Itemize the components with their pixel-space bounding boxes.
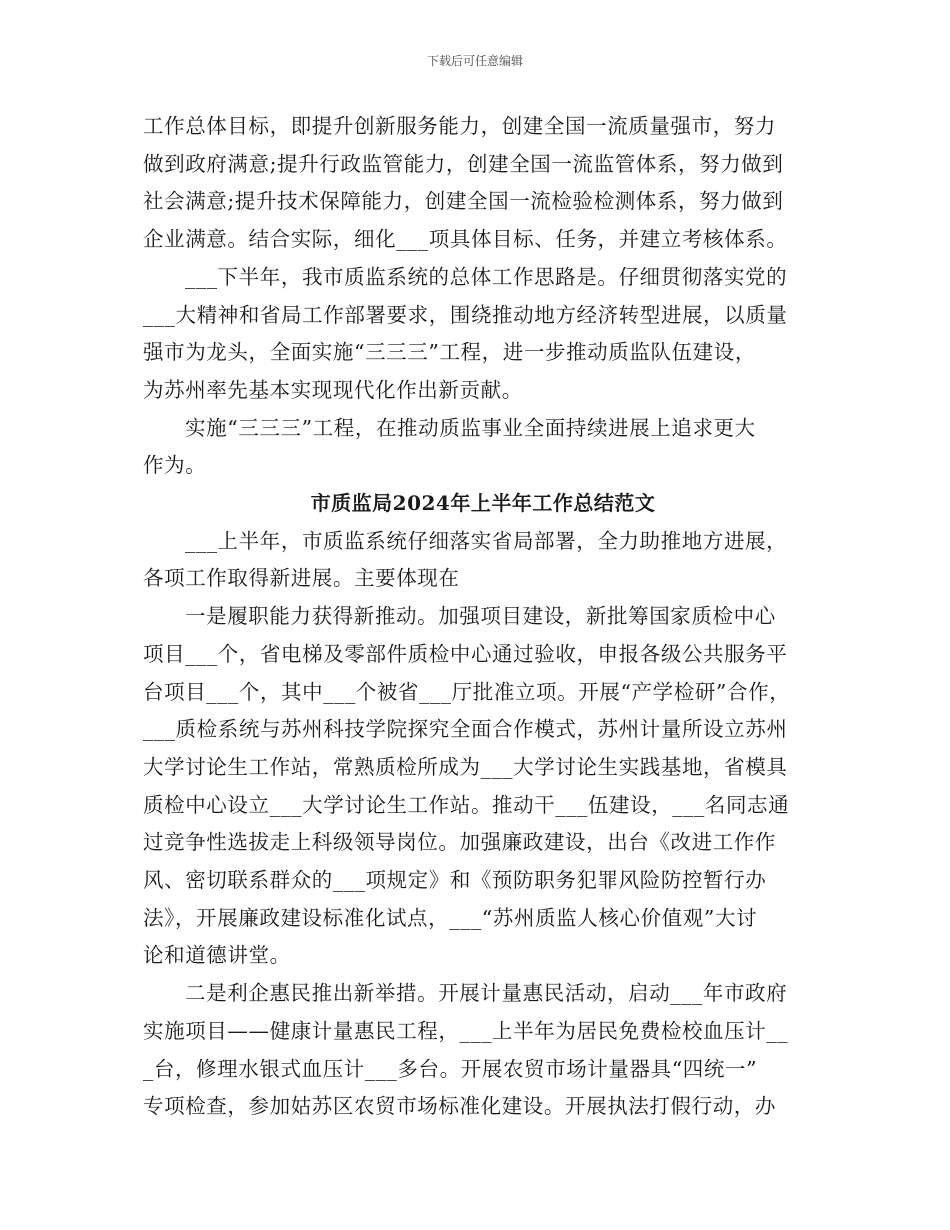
paragraph — [143, 598, 813, 975]
section-title: 市质监局2024年上半年工作总结范文 — [310, 491, 656, 516]
paragraph-line: _台，修理水银式血压计___多台。开展农贸市场计量器具“四统一” — [143, 1056, 758, 1081]
paragraph-line: 社会满意;提升技术保障能力，创建全国一流检验检测体系，努力做到 — [143, 189, 784, 214]
paragraph — [143, 523, 813, 598]
paragraph-line: 工作总体目标，即提升创新服务能力，创建全国一流质量强市，努力 — [143, 114, 776, 138]
paragraph-line: 实施项目——健康计量惠民工程，___上半年为居民免费检校血压计__ — [143, 1018, 789, 1043]
paragraph-line: 质检中心设立___大学讨论生工作站。推动干___伍建设，___名同志通 — [143, 792, 790, 817]
paragraphs-top — [143, 108, 813, 485]
paragraph-line: 各项工作取得新进展。主要体现在 — [143, 566, 460, 591]
paragraph-line: ___上半年，市质监系统仔细落实省局部署，全力助推地方进展， — [185, 528, 788, 553]
paragraph-line: 二是利企惠民推出新举措。开展计量惠民活动，启动___年市政府 — [185, 981, 788, 1006]
page-header: 下载后可任意编辑 — [426, 54, 523, 68]
paragraph — [143, 975, 813, 1126]
paragraph — [143, 259, 813, 410]
paragraph-line: 作为。 — [143, 453, 207, 478]
paragraph-line: 强市为龙头，全面实施“三三三”工程，进一步推动质监队伍建设， — [143, 340, 756, 365]
paragraph-line: 风、密切联系群众的___项规定》和《预防职务犯罪风险防控暂行办 — [143, 868, 767, 893]
paragraph-line: 过竞争性选拔走上科级领导岗位。加强廉政建设，出台《改进工作作 — [143, 830, 776, 855]
paragraph — [143, 410, 813, 485]
paragraph-line: 法》，开展廉政建设标准化试点，___“苏州质监人核心价值观”大讨 — [143, 905, 758, 930]
paragraph-line: ___大精神和省局工作部署要求，围绕推动地方经济转型进展，以质量 — [143, 302, 788, 327]
paragraph-line: 一是履职能力获得新推动。加强项目建设，新批筹国家质检中心 — [185, 604, 776, 629]
paragraph — [143, 108, 813, 259]
paragraph-line: 论和道德讲堂。 — [143, 943, 291, 968]
paragraph-line: 台项目___个，其中___个被省___厅批准立项。开展“产学检研”合作， — [143, 679, 791, 704]
paragraph-line: 专项检查，参加姑苏区农贸市场标准化建设。开展执法打假行动，办 — [143, 1094, 776, 1119]
document-body — [143, 108, 813, 1126]
paragraph-line: ___质检系统与苏州科技学院探究全面合作模式，苏州计量所设立苏州 — [143, 717, 788, 742]
paragraphs-bottom — [143, 523, 813, 1126]
paragraph-line: 实施“三三三”工程，在推动质监事业全面持续进展上追求更大 — [185, 415, 756, 440]
paragraph-line: 为苏州率先基本实现现代化作出新贡献。 — [143, 377, 523, 402]
paragraph-line: 做到政府满意;提升行政监管能力，创建全国一流监管体系，努力做到 — [143, 151, 784, 176]
paragraph-line: 大学讨论生工作站，常熟质检所成为___大学讨论生实践基地，省模具 — [143, 754, 788, 779]
paragraph-line: 企业满意。结合实际，细化___项具体目标、任务，并建立考核体系。 — [143, 227, 788, 252]
paragraph-line: 项目___个，省电梯及零部件质检中心通过验收，申报各级公共服务平 — [143, 641, 788, 666]
paragraph-line: ___下半年，我市质监系统的总体工作思路是。仔细贯彻落实党的 — [185, 264, 788, 289]
